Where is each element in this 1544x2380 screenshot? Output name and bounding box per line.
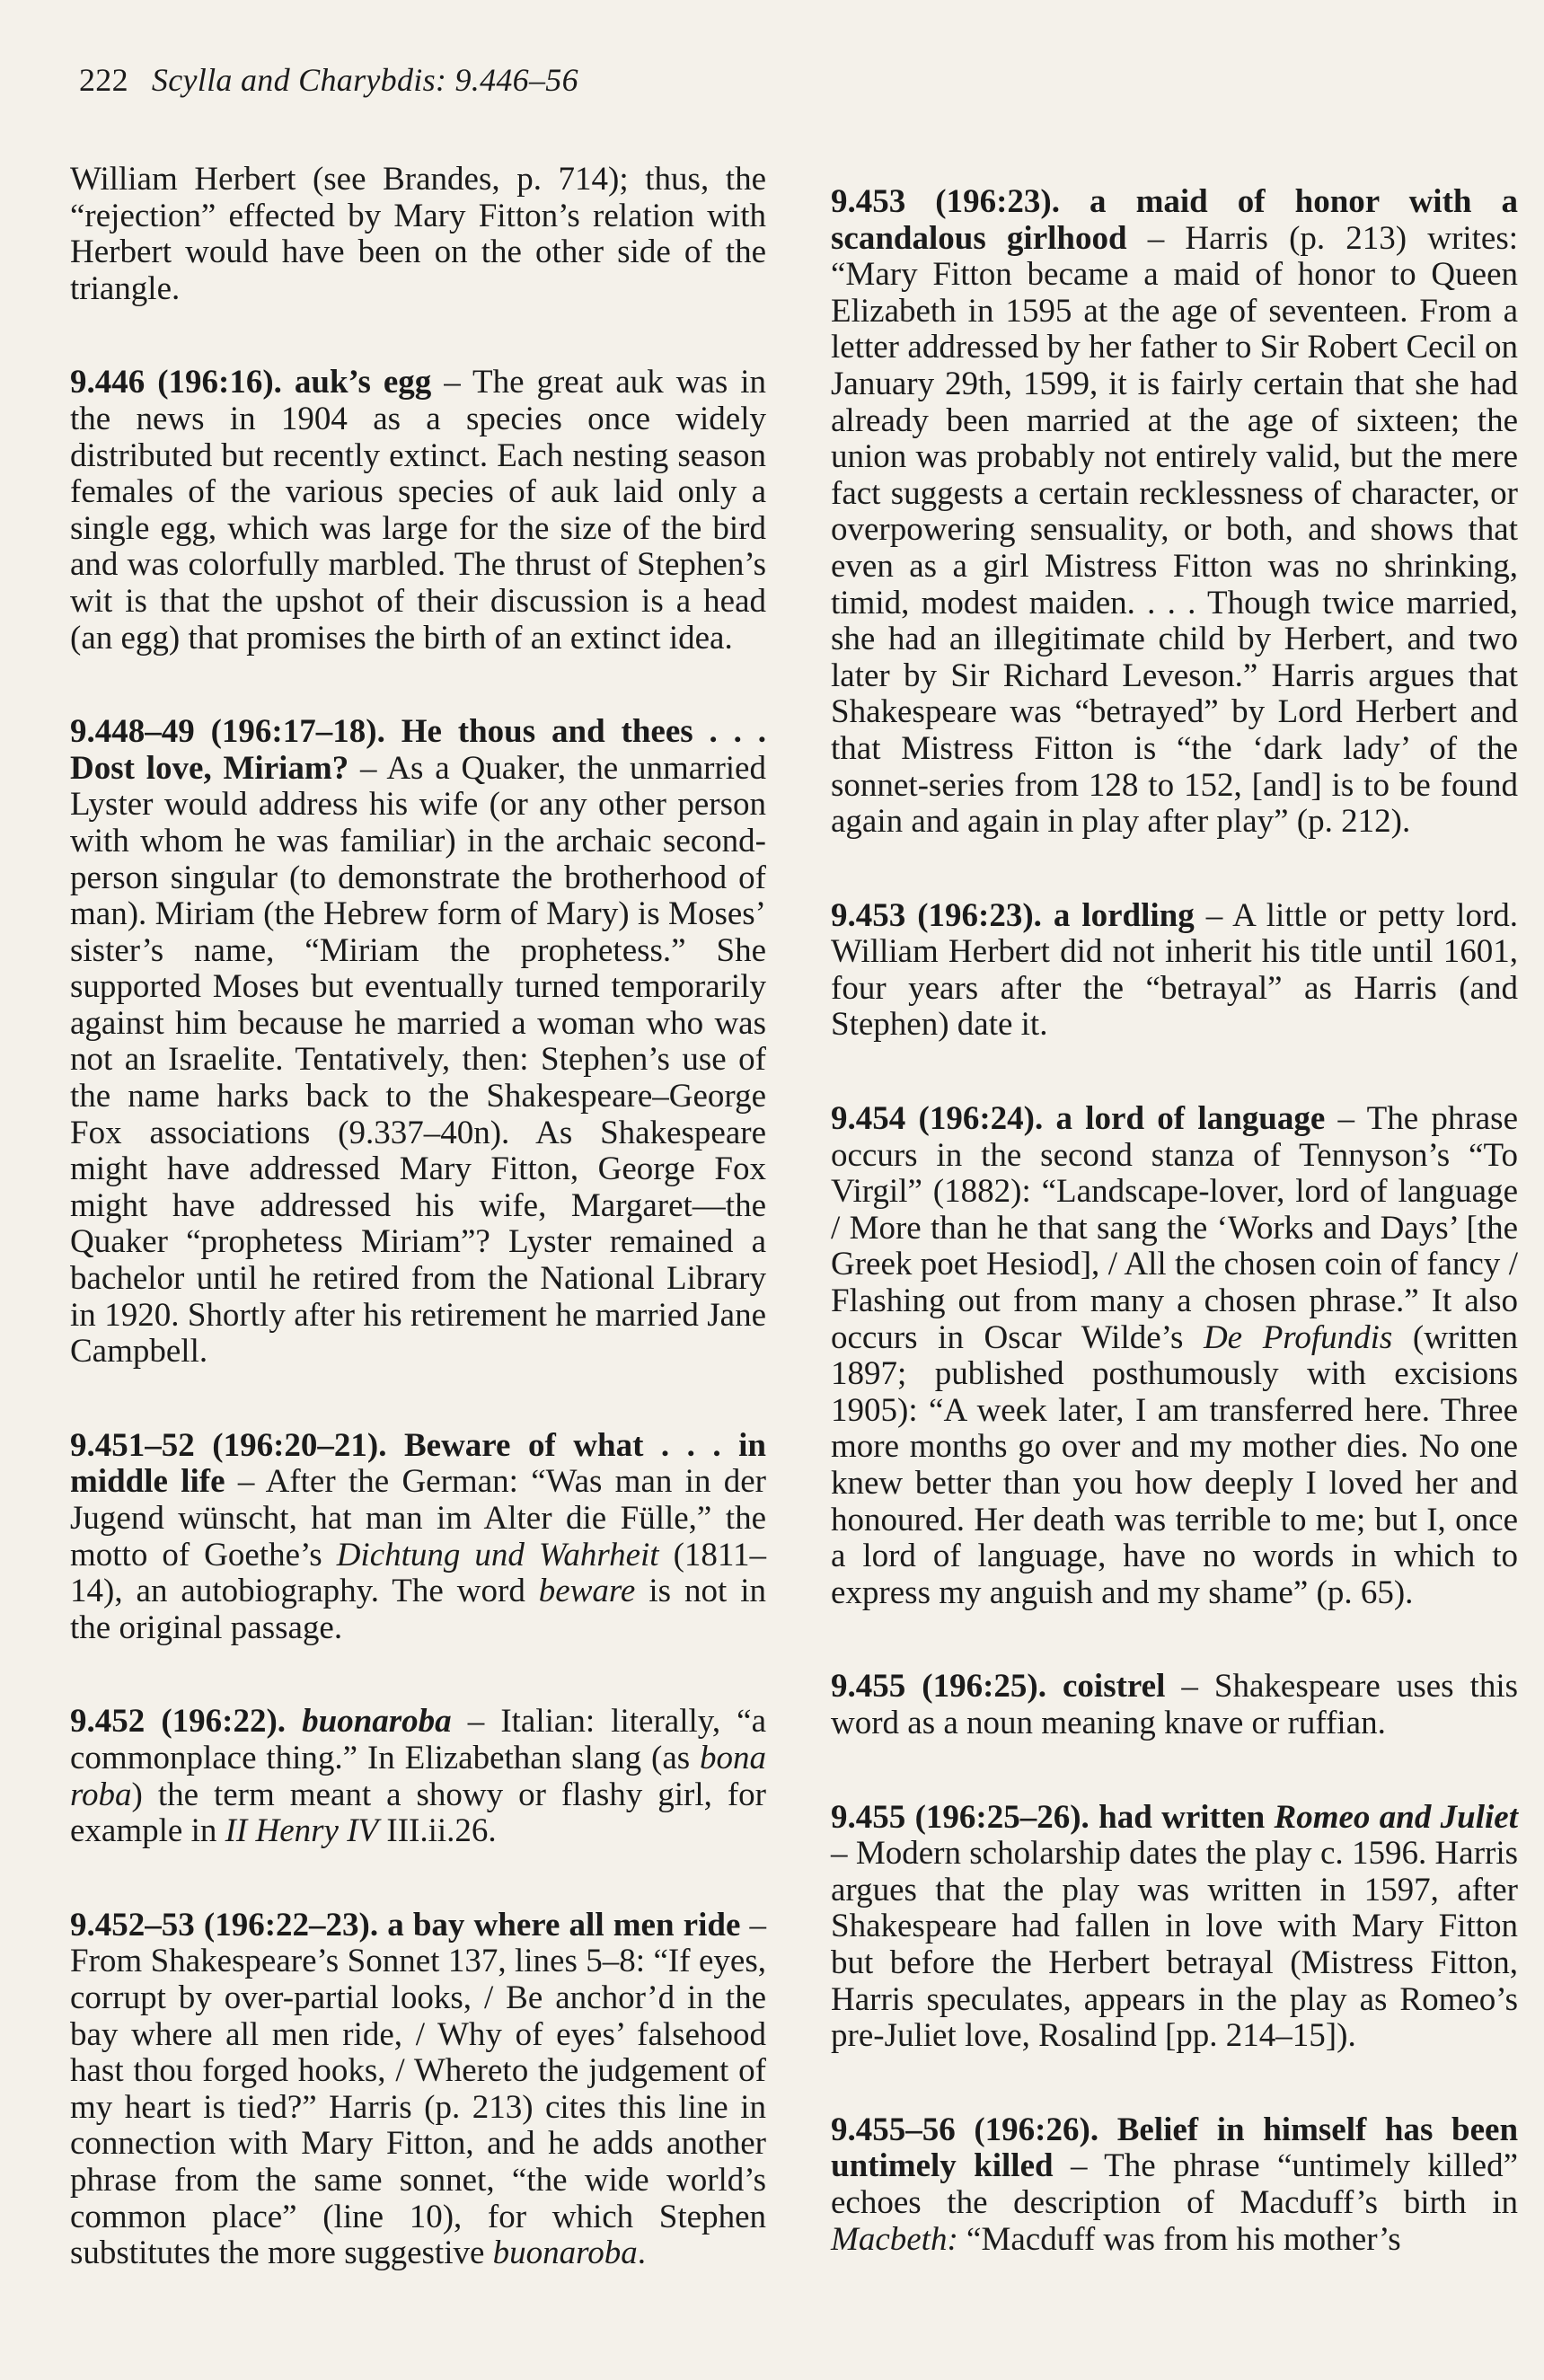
word-italic: beware bbox=[538, 1573, 636, 1610]
note-text: The phrase “untimely killed” echoes the description of Macduff’s birth in bbox=[831, 2147, 1518, 2221]
note-reference: 9.452 (196:22). bbox=[70, 1703, 287, 1741]
running-title: Scylla and Charybdis: 9.446–56 bbox=[151, 62, 578, 98]
note-reference: 9.453 (196:23). bbox=[831, 896, 1042, 934]
note-entry: 9.454 (196:24). a lord of language – The phrase occurs in the second stanza of Tennyson’s “To Virgil” (1882): “Landscape-lover, lord of language / More than he that sang the ‘Works and Days’ [the Greek poet Hesiod], / All the chosen coin of fancy / Flashing out from many a chosen phrase.” It also occurs in Oscar Wilde’s De Profundis (written 1897; published posthumously with excisions 1905): “A week later, I am transferred here. Three more months go over and my mother dies. No one knew better than you how deeply I loved her and honoured. Her death was terrible to me; but I, once a lord of language, have no words in which to express my anguish and my shame” (p. 65). bbox=[831, 1100, 1518, 1611]
note-text: Italian: literally, “a commonplace thing.” In Elizabethan slang (as bbox=[70, 1703, 767, 1776]
note-lemma: had written bbox=[1098, 1798, 1275, 1836]
note-lemma: He thous and thees . . . Dost love, Miriam? bbox=[70, 713, 766, 787]
note-entry: 9.446 (196:16). auk’s egg – The great auk was in the news in 1904 as a species once widely distributed but recently extinct. Each nesting season females of the various species of auk laid only a single egg, which was large for the size of the bird and was colorfully marbled. The thrust of Stephen’s wit is that the upshot of their discussion is a head (an egg) that promises the birth of an extinct idea. bbox=[70, 364, 766, 657]
note-entry: 9.455–56 (196:26). Belief in himself has been untimely killed – The phrase “untimely killed” echoes the description of Macduff’s birth in Macbeth: “Macduff was from his mother’s bbox=[831, 2111, 1519, 2258]
note-lemma: a lordling bbox=[1053, 896, 1195, 934]
note-reference: 9.454 (196:24). bbox=[831, 1100, 1044, 1138]
note-text: Shakespeare uses this word as a noun meaning knave or ruffian. bbox=[831, 1668, 1519, 1741]
note-reference: 9.446 (196:16). bbox=[70, 364, 282, 401]
note-text: (written 1897; published posthumously with excisions 1905): “A week later, I am transferred here. Three more months go over and my mother dies. No one knew better than you how deeply I loved her and honoured. Her death was terrible to me; but I, once a lord of language, have no words in which to express my anguish and my shame” (p. 65). bbox=[831, 1318, 1518, 1611]
note-lemma: buonaroba bbox=[302, 1703, 452, 1741]
note-entry: 9.453 (196:23). a lordling – A little or petty lord. William Herbert did not inherit his title until 1601, four years after the “betrayal” as Harris (and Stephen) date it. bbox=[831, 896, 1519, 1044]
note-text: After the German: “Was man in der Jugend wünscht, hat man im Alter die Fülle,” the motto of Goethe’s bbox=[70, 1463, 766, 1573]
note-entry: 9.455 (196:25). coistrel – Shakespeare uses this word as a noun meaning knave or ruffian. bbox=[831, 1668, 1519, 1741]
note-lemma: Belief in himself has been untimely killed bbox=[831, 2111, 1519, 2185]
note-lemma: auk’s egg bbox=[294, 364, 432, 401]
note-text: A little or petty lord. William Herbert did not inherit his title until 1601, four years after the “betrayal” as Harris (and Stephen) date it. bbox=[831, 896, 1519, 1044]
note-entry: 9.453 (196:23). a maid of honor with a scandalous girlhood – Harris (p. 213) writes: “Mary Fitton became a maid of honor to Queen Elizabeth in 1595 at the age of seventeen. From a letter addressed by her father to Sir Robert Cecil on January 29th, 1599, it is fairly certain that she had already been married at the age of sixteen; the union was probably not entirely valid, but the mere fact suggests a certain recklessness of character, or overpowering sensuality, or both, and shows that even as a girl Mistress Fitton was no shrinking, timid, modest maiden. . . . Though twice married, she had an illegitimate child by Herbert, and two later by Sir Richard Leveson.” Harris argues that Shakespeare was “betrayed” by Lord Herbert and that Mistress Fitton is “the ‘dark lady’ of the sonnet-series from 128 to 152, [and] is to be found again and again in play after play” (p. 212). bbox=[831, 183, 1519, 841]
note-entry: 9.455 (196:25–26). had written Romeo and Juliet – Modern scholarship dates the play c. 1596. Harris argues that the play was written in 1597, after Shakespeare had fallen in love with Mary Fitton but before the Herbert betrayal (Mistress Fitton, Harris speculates, appears in the play as Romeo’s pre-Juliet love, Rosalind [pp. 214–15]). bbox=[831, 1798, 1519, 2055]
note-text: is not in the original passage. bbox=[70, 1573, 766, 1646]
note-reference: 9.452–53 (196:22–23). bbox=[70, 1906, 379, 1944]
note-text: From Shakespeare’s Sonnet 137, lines 5–8: “If eyes, corrupt by over-partial looks, / Be anchor’d in the bay where all men ride, / Why of eyes’ falsehood hast thou forged hooks, / Whereto the judgement of my heart is tied?” Harris (p. 213) cites this line in connection with Mary Fitton, and he adds another phrase from the same sonnet, “the wide world’s common place” (line 10), for which Stephen substitutes the more suggestive bbox=[70, 1943, 766, 2272]
note-reference: 9.455 (196:25). bbox=[831, 1668, 1046, 1706]
note-reference: 9.451–52 (196:20–21). bbox=[70, 1426, 387, 1464]
note-lemma: coistrel bbox=[1063, 1668, 1166, 1706]
running-header bbox=[79, 61, 578, 99]
note-text: As a Quaker, the unmarried Lyster would address his wife (or any other person with whom he was familiar) in the archaic second-person singular (to demonstrate the brotherhood of man). Miriam (the Hebrew form of Mary) is Moses’ sister’s name, “Miriam the prophetess.” She supported Moses but eventually turned temporarily against him because he married a woman who was not an Israelite. Tentatively, then: Stephen’s use of the name harks back to the Shakespeare–George Fox associations (9.337–40n). As Shakespeare might have addressed Mary Fitton, George Fox might have addressed his wife, Margaret—the Quaker “prophetess Miriam”? Lyster remained a bachelor until he retired from the National Library in 1920. Shortly after his retirement he married Jane Campbell. bbox=[70, 749, 766, 1371]
note-lemma: a lord of language bbox=[1055, 1100, 1326, 1138]
note-reference: 9.448–49 (196:17–18). bbox=[70, 713, 385, 751]
note-text: ) the term meant a showy or flashy girl, for example in bbox=[70, 1776, 766, 1850]
note-text: Harris (p. 213) writes: “Mary Fitton became a maid of honor to Queen Elizabeth in 1595 at the age of seventeen. From a letter addressed by her father to Sir Robert Cecil on January 29th, 1599, it is fairly certain that she had already been married at the age of sixteen; the union was probably not entirely valid, but the mere fact suggests a certain recklessness of character, or overpowering sensuality, or both, and shows that even as a girl Mistress Fitton was no shrinking, timid, modest maiden. . . . Though twice married, she had an illegitimate child by Herbert, and two later by Sir Richard Leveson.” Harris argues that Shakespeare was “betrayed” by Lord Herbert and that Mistress Fitton is “the ‘dark lady’ of the sonnet-series from 128 to 152, [and] is to be found again and again in play after play” (p. 212). bbox=[831, 219, 1519, 841]
title-italic: Macbeth: bbox=[831, 2220, 958, 2258]
word-italic: bona roba bbox=[70, 1739, 766, 1813]
note-reference: 9.453 (196:23). bbox=[831, 183, 1060, 220]
note-text: . bbox=[637, 2235, 646, 2272]
left-column bbox=[70, 162, 766, 2330]
note-reference: 9.455–56 (196:26). bbox=[831, 2111, 1099, 2148]
note-lemma: a bay where all men ride bbox=[387, 1906, 741, 1944]
note-lemma-italic: Romeo and Juliet bbox=[1274, 1798, 1518, 1836]
title-italic: Dichtung und Wahrheit bbox=[336, 1536, 659, 1573]
note-text: “Macduff was from his mother’s bbox=[957, 2220, 1401, 2258]
note-entry: 9.448–49 (196:17–18). He thous and thees . . . Dost love, Miriam? – As a Quaker, the unmarried Lyster would address his wife (or any other person with whom he was familiar) in the archaic second-person singular (to demonstrate the brotherhood of man). Miriam (the Hebrew form of Mary) is Moses’ sister’s name, “Miriam the prophetess.” She supported Moses but eventually turned temporarily against him because he married a woman who was not an Israelite. Tentatively, then: Stephen’s use of the name harks back to the Shakespeare–George Fox associations (9.337–40n). As Shakespeare might have addressed Mary Fitton, George Fox might have addressed his wife, Margaret—the Quaker “prophetess Miriam”? Lyster remained a bachelor until he retired from the National Library in 1920. Shortly after his retirement he married Jane Campbell. bbox=[70, 713, 766, 1371]
note-text: Modern scholarship dates the play c. 1596. Harris argues that the play was written in 1597, after Shakespeare had fallen in love with Mary Fitton but before the Herbert betrayal (Mistress Fitton, Harris speculates, appears in the play as Romeo’s pre-Juliet love, Rosalind [pp. 214–15]). bbox=[831, 1835, 1519, 2055]
title-italic: II Henry IV bbox=[225, 1812, 379, 1850]
right-column bbox=[831, 184, 1518, 2315]
note-entry bbox=[70, 162, 766, 307]
title-italic: De Profundis bbox=[1203, 1318, 1393, 1356]
note-reference: 9.455 (196:25–26). bbox=[831, 1798, 1090, 1836]
note-lemma: Beware of what . . . in middle life bbox=[70, 1426, 767, 1501]
note-text: The great auk was in the news in 1904 as a species once widely distributed but recently extinct. Each nesting season females of the various species of auk laid only a single egg, which was large for the size of the bird and was colorfully marbled. The thrust of Stephen’s wit is that the upshot of their discussion is a head (an egg) that promises the birth of an extinct idea. bbox=[70, 364, 766, 657]
word-italic: buonaroba bbox=[492, 2235, 638, 2272]
note-entry: 9.452 (196:22). buonaroba – Italian: literally, “a commonplace thing.” In Elizabethan slang (as bona roba) the term meant a showy or flashy girl, for example in II Henry IV III.ii.26. bbox=[70, 1703, 767, 1850]
note-text: William Herbert (see Brandes, p. 714); thus, the “rejection” effected by Mary Fitton’s relation with Herbert would have been on the other side of the triangle. bbox=[70, 161, 766, 307]
note-entry: 9.451–52 (196:20–21). Beware of what . . . in middle life – After the German: “Was man in der Jugend wünscht, hat man im Alter die Fülle,” the motto of Goethe’s Dichtung und Wahrheit (1811–14), an autobiography. The word beware is not in the original passage. bbox=[70, 1426, 767, 1646]
page-number: 222 bbox=[79, 62, 128, 98]
note-lemma: a maid of honor with a scandalous girlhood bbox=[831, 183, 1518, 257]
note-text: III.ii.26. bbox=[378, 1812, 497, 1850]
note-text: The phrase occurs in the second stanza of Tennyson’s “To Virgil” (1882): “Landscape-lover, lord of language / More than he that sang the ‘Works and Days’ [the Greek poet Hesiod], / All the chosen coin of fancy / Flashing out from many a chosen phrase.” It also occurs in Oscar Wilde’s bbox=[831, 1100, 1518, 1356]
note-entry: 9.452–53 (196:22–23). a bay where all men ride – From Shakespeare’s Sonnet 137, lines 5–8: “If eyes, corrupt by over-partial looks, / Be anchor’d in the bay where all men ride, / Why of eyes’ falsehood hast thou forged hooks, / Whereto the judgement of my heart is tied?” Harris (p. 213) cites this line in connection with Mary Fitton, and he adds another phrase from the same sonnet, “the wide world’s common place” (line 10), for which Stephen substitutes the more suggestive buonaroba. bbox=[70, 1906, 767, 2272]
note-text: (1811–14), an autobiography. The word bbox=[70, 1536, 767, 1610]
